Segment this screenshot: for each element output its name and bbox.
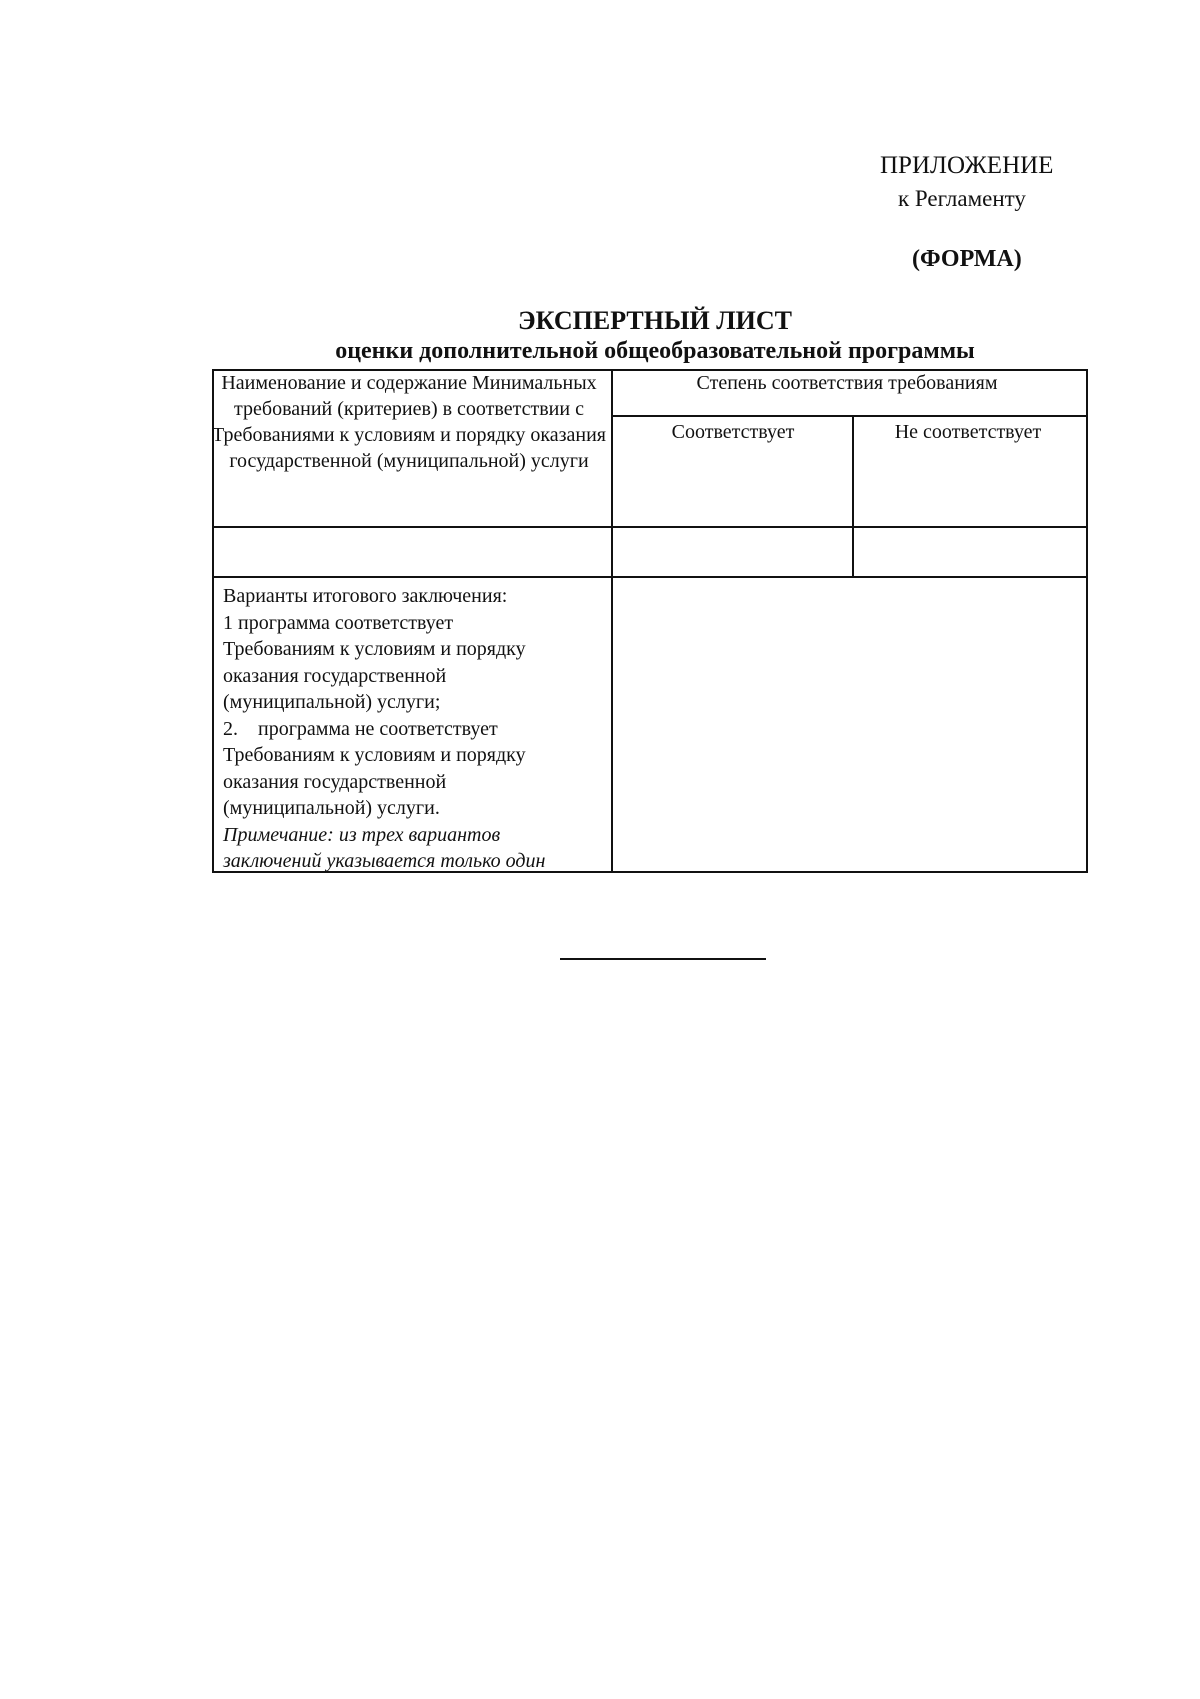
conclusion-line: оказания государственной (223, 770, 447, 793)
appendix-subtitle: к Регламенту (898, 186, 1026, 211)
conclusion-line: оказания государственной (223, 664, 447, 687)
final-conclusion-options (223, 583, 613, 875)
appendix-title: ПРИЛОЖЕНИЕ (880, 152, 1054, 179)
conclusion-line: 1 программа соответствует (223, 611, 454, 634)
table-subheader-line (612, 415, 1088, 417)
conclusion-line: (муниципальной) услуги. (223, 797, 440, 819)
criteria-cell-empty[interactable] (214, 528, 611, 576)
conclusion-value-cell[interactable] (613, 578, 1086, 871)
conclusion-line: (муниципальной) услуги; (223, 691, 441, 713)
document-subtitle: оценки дополнительной общеобразовательной программы (335, 338, 975, 364)
complies-cell-empty[interactable] (613, 528, 852, 576)
not-complies-header: Не соответствует (894, 421, 1042, 443)
conclusion-line: Требованиям к условиям и порядку (223, 638, 526, 660)
document-title: ЭКСПЕРТНЫЙ ЛИСТ (518, 306, 792, 335)
conclusion-line: Варианты итогового заключения: (223, 585, 508, 607)
note-line: Примечание: из трех вариантов (223, 823, 501, 846)
form-label: (ФОРМА) (912, 246, 1022, 272)
note-line: заключений указывается только один (223, 850, 546, 872)
criteria-header: Наименование и содержание Минимальных требований (критериев) в соответствии с Требованиями к условиям и порядку оказания государственной (муниципальной) услуги (212, 372, 606, 472)
not-complies-cell-empty[interactable] (854, 528, 1086, 576)
complies-header: Соответствует (671, 421, 795, 443)
compliance-degree-header: Степень соответствия требованиям (696, 372, 998, 394)
table-border-right (1086, 369, 1088, 873)
end-separator-line (560, 958, 766, 960)
conclusion-line: Требованиям к условиям и порядку (223, 744, 526, 766)
conclusion-line: 2. программа не соответствует (223, 717, 498, 740)
